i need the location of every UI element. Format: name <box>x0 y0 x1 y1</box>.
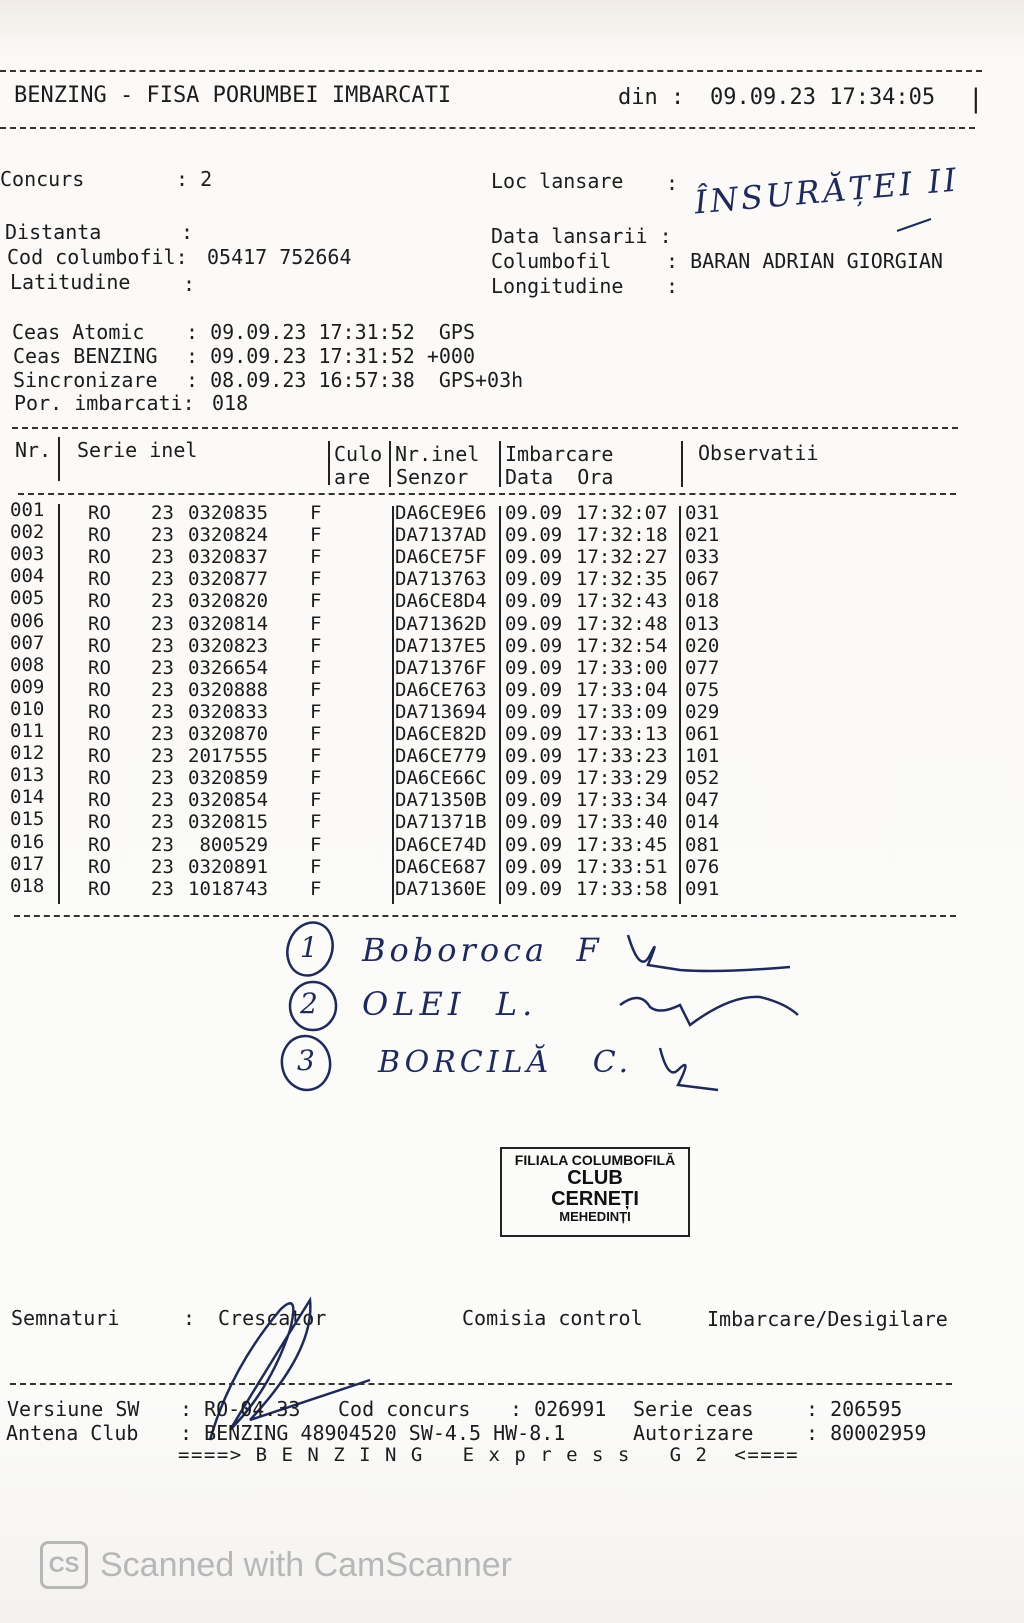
header-sep-5 <box>681 441 683 487</box>
table-cell-year: 23 <box>151 656 174 679</box>
table-cell-sex: F <box>310 612 322 635</box>
table-cell-sensor: DA71350B <box>395 789 487 812</box>
table-cell-time: 17:33:04 <box>576 678 668 701</box>
table-cell-sex: F <box>310 767 322 790</box>
crescator-label: Crescator <box>218 1306 327 1330</box>
table-cell-sex: F <box>310 678 322 701</box>
table-cell-obs: 033 <box>685 546 720 569</box>
table-row <box>0 830 1000 858</box>
serie-ceas-value: : 206595 <box>806 1397 903 1421</box>
table-cell-time: 17:32:27 <box>576 546 668 569</box>
table-cell-sensor: DA6CE74D <box>395 833 487 856</box>
table-cell-sensor: DA6CE763 <box>395 678 487 701</box>
table-cell-nr: 018 <box>10 874 45 897</box>
handwritten-num-1: 1 <box>300 931 318 964</box>
table-row <box>0 565 1000 592</box>
table-cell-country: RO <box>88 855 111 878</box>
table-cell-year: 23 <box>151 767 174 790</box>
benzing-express-line: ====> B E N Z I N G E x p r e s s G 2 <==== <box>178 1444 800 1466</box>
table-cell-country: RO <box>88 767 111 790</box>
table-cell-sensor: DA71360E <box>395 877 487 900</box>
table-row <box>0 499 1000 526</box>
stamp-line-2: CLUB <box>567 1166 623 1189</box>
table-cell-time: 17:33:34 <box>576 789 668 812</box>
col-nr-header: Nr. <box>15 438 52 462</box>
longitudine-colon: : <box>666 274 679 298</box>
autorizare-value: : 80002959 <box>806 1421 927 1445</box>
table-cell-sex: F <box>310 789 322 812</box>
table-cell-sex: F <box>310 634 322 657</box>
table-cell-date: 09.09 <box>505 634 563 657</box>
table-cell-obs: 076 <box>685 855 720 878</box>
table-cell-sex: F <box>310 568 322 591</box>
table-cell-date: 09.09 <box>505 546 563 569</box>
table-cell-year: 23 <box>151 745 174 768</box>
table-cell-country: RO <box>88 546 111 569</box>
table-cell-date: 09.09 <box>505 745 563 768</box>
footer-rule <box>10 1383 952 1385</box>
table-cell-ring: 0320837 <box>188 546 269 569</box>
comisia-control-label: Comisia control <box>462 1306 643 1330</box>
table-cell-time: 17:32:43 <box>576 590 668 613</box>
table-cell-nr: 006 <box>10 609 45 632</box>
header-sep-2 <box>328 441 330 485</box>
table-cell-obs: 052 <box>685 767 720 790</box>
table-cell-date: 09.09 <box>505 855 563 878</box>
table-row <box>0 697 1000 725</box>
col-culoare-header-2: are <box>334 465 371 489</box>
table-cell-nr: 013 <box>10 764 45 787</box>
table-cell-ring: 0320888 <box>188 678 269 701</box>
table-cell-ring: 1018743 <box>188 877 269 900</box>
table-cell-year: 23 <box>151 612 174 635</box>
cod-columbofil-value: 05417 752664 <box>207 245 352 269</box>
table-cell-sex: F <box>310 502 322 524</box>
table-cell-country: RO <box>88 723 111 745</box>
table-row <box>0 742 1000 769</box>
table-row <box>0 720 1000 747</box>
table-cell-nr: 017 <box>10 852 45 875</box>
table-row <box>0 808 1000 835</box>
cod-columbofil-label: Cod columbofil: <box>7 245 188 269</box>
stamp-line-3: CERNEȚI <box>551 1187 639 1210</box>
col-culoare-header-1: Culo <box>334 442 383 466</box>
table-cell-nr: 002 <box>10 521 45 544</box>
versiune-sw-label: Versiune SW <box>7 1397 140 1421</box>
table-cell-sensor: DA713763 <box>395 568 487 591</box>
table-cell-nr: 015 <box>10 808 45 831</box>
table-cell-country: RO <box>88 590 111 613</box>
table-cell-time: 17:33:58 <box>576 877 668 900</box>
latitudine-label: Latitudine <box>10 270 131 294</box>
table-cell-time: 17:33:09 <box>576 700 668 723</box>
autorizare-label: Autorizare <box>633 1421 754 1445</box>
table-cell-time: 17:33:23 <box>576 745 668 768</box>
table-cell-ring: 0320820 <box>188 590 269 613</box>
table-cell-sex: F <box>310 656 322 679</box>
stamp-line-1: FILIALA COLUMBOFILĂ <box>514 1152 676 1168</box>
table-row <box>0 653 1000 681</box>
table-row <box>0 609 1000 637</box>
table-cell-year: 23 <box>151 855 174 878</box>
table-cell-country: RO <box>88 833 111 856</box>
table-cell-sensor: DA6CE8D4 <box>395 590 487 613</box>
table-cell-date: 09.09 <box>505 612 563 635</box>
table-cell-obs: 091 <box>685 877 720 900</box>
header-sep-1 <box>58 437 60 481</box>
table-bottom-rule <box>14 915 956 917</box>
sincronizare-label: Sincronizare <box>13 368 158 392</box>
table-row <box>0 852 1000 880</box>
col-observatii-header: Observatii <box>698 441 819 465</box>
table-cell-sensor: DA6CE687 <box>395 855 487 878</box>
table-cell-obs: 014 <box>685 811 720 834</box>
table-cell-date: 09.09 <box>505 877 563 900</box>
table-cell-time: 17:33:40 <box>576 811 668 834</box>
table-cell-sensor: DA71362D <box>395 612 487 635</box>
table-cell-time: 17:32:48 <box>576 612 668 635</box>
table-cell-sex: F <box>310 745 322 768</box>
table-cell-date: 09.09 <box>505 700 563 723</box>
header-top-rule <box>0 70 982 72</box>
table-row <box>0 675 1000 703</box>
table-cell-sensor: DA6CE82D <box>395 723 487 745</box>
table-cell-country: RO <box>88 656 111 679</box>
table-cell-sensor: DA71376F <box>395 656 487 679</box>
table-cell-year: 23 <box>151 700 174 723</box>
header-end-mark: | <box>968 84 984 114</box>
table-cell-time: 17:32:18 <box>576 524 668 547</box>
table-cell-obs: 067 <box>685 568 720 591</box>
ceas-benzing-value: : 09.09.23 17:31:52 +000 <box>186 344 475 368</box>
columbofil-value: : BARAN ADRIAN GIORGIAN <box>666 249 943 273</box>
table-cell-year: 23 <box>151 877 174 900</box>
por-imbarcati-label: Por. imbarcati: <box>14 391 195 415</box>
antena-club-label: Antena Club <box>6 1421 139 1445</box>
table-cell-sex: F <box>310 700 322 723</box>
handwritten-underline <box>895 215 935 235</box>
col-nrinel-header-2: Senzor <box>396 465 469 489</box>
table-cell-obs: 101 <box>685 745 720 768</box>
table-cell-year: 23 <box>151 546 174 569</box>
table-cell-year: 23 <box>151 723 174 745</box>
table-cell-nr: 003 <box>10 543 45 566</box>
latitudine-colon: : <box>183 272 196 296</box>
sincronizare-value: : 08.09.23 16:57:38 GPS+03h <box>186 368 524 392</box>
table-cell-year: 23 <box>151 634 174 657</box>
handwritten-signature-2 <box>610 985 800 1035</box>
table-cell-date: 09.09 <box>505 656 563 679</box>
club-stamp <box>500 1147 690 1237</box>
table-cell-nr: 007 <box>10 631 45 654</box>
table-cell-country: RO <box>88 502 111 524</box>
header-bottom-rule <box>0 127 975 129</box>
ceas-benzing-label: Ceas BENZING <box>13 344 158 368</box>
table-cell-nr: 010 <box>10 697 45 720</box>
col-nrinel-header-1: Nr.inel <box>395 442 480 466</box>
table-cell-ring: 0320877 <box>188 568 269 591</box>
table-cell-date: 09.09 <box>505 811 563 834</box>
cod-concurs-value: : 026991 <box>510 1397 607 1421</box>
table-cell-year: 23 <box>151 811 174 834</box>
table-cell-obs: 061 <box>685 723 720 745</box>
table-row <box>0 874 1000 902</box>
por-imbarcati-value: 018 <box>212 391 249 415</box>
table-cell-time: 17:33:00 <box>576 656 668 679</box>
table-cell-obs: 018 <box>685 590 720 613</box>
versiune-sw-value: : RO-04.33 <box>180 1397 301 1421</box>
header-sep-4 <box>499 441 501 487</box>
table-cell-year: 23 <box>151 789 174 812</box>
table-cell-nr: 016 <box>10 830 45 853</box>
table-cell-sensor: DA6CE75F <box>395 546 487 569</box>
concurs-label: Concurs <box>0 167 85 191</box>
table-cell-date: 09.09 <box>505 723 563 745</box>
table-cell-obs: 031 <box>685 502 720 524</box>
table-cell-time: 17:32:35 <box>576 568 668 591</box>
table-cell-date: 09.09 <box>505 767 563 790</box>
table-cell-year: 23 <box>151 502 174 524</box>
distanta-colon: : <box>181 220 194 244</box>
table-cell-sex: F <box>310 811 322 834</box>
table-cell-nr: 001 <box>10 499 45 521</box>
table-cell-nr: 014 <box>10 786 45 809</box>
table-cell-sex: F <box>310 590 322 613</box>
antena-club-value: : BENZING 48904520 SW-4.5 HW-8.1 <box>180 1421 566 1445</box>
table-cell-sex: F <box>310 877 322 900</box>
table-cell-year: 23 <box>151 678 174 701</box>
table-cell-ring: 0320835 <box>188 502 269 524</box>
table-cell-country: RO <box>88 612 111 635</box>
table-cell-year: 23 <box>151 524 174 547</box>
table-cell-sensor: DA6CE9E6 <box>395 502 487 524</box>
table-cell-date: 09.09 <box>505 590 563 613</box>
table-cell-ring: 0320859 <box>188 767 269 790</box>
din-label: din : <box>618 85 685 110</box>
camscanner-watermark <box>40 1540 512 1590</box>
ceas-atomic-value: : 09.09.23 17:31:52 GPS <box>186 320 475 344</box>
table-row <box>0 764 1000 791</box>
loc-lansare-colon: : <box>666 171 679 195</box>
table-row <box>0 543 1000 570</box>
table-cell-sex: F <box>310 546 322 569</box>
table-cell-ring: 800529 <box>188 833 269 856</box>
table-cell-ring: 2017555 <box>188 745 269 768</box>
table-cell-date: 09.09 <box>505 568 563 591</box>
table-cell-year: 23 <box>151 568 174 591</box>
table-cell-obs: 029 <box>685 700 720 723</box>
handwritten-num-3: 3 <box>297 1044 315 1077</box>
columbofil-label: Columbofil <box>491 249 612 273</box>
table-cell-country: RO <box>88 789 111 812</box>
col-serie-header: Serie inel <box>77 438 198 462</box>
table-cell-country: RO <box>88 745 111 768</box>
table-cell-time: 17:33:13 <box>576 723 668 745</box>
table-cell-date: 09.09 <box>505 678 563 701</box>
table-row <box>0 521 1000 548</box>
table-cell-nr: 004 <box>10 565 45 588</box>
table-cell-obs: 020 <box>685 634 720 657</box>
table-cell-date: 09.09 <box>505 524 563 547</box>
table-cell-sex: F <box>310 723 322 745</box>
table-row <box>0 786 1000 813</box>
table-cell-sensor: DA6CE779 <box>395 745 487 768</box>
table-cell-year: 23 <box>151 833 174 856</box>
table-cell-obs: 081 <box>685 833 720 856</box>
table-cell-ring: 0320823 <box>188 634 269 657</box>
table-row <box>0 631 1000 659</box>
loc-lansare-label: Loc lansare <box>491 169 624 193</box>
table-cell-country: RO <box>88 811 111 834</box>
table-cell-ring: 0320815 <box>188 811 269 834</box>
cod-concurs-label: Cod concurs <box>338 1397 471 1421</box>
table-header-rule <box>18 493 956 495</box>
table-cell-nr: 009 <box>10 675 45 698</box>
header-sep-3 <box>389 441 391 487</box>
handwritten-signature-1 <box>620 925 800 985</box>
table-cell-time: 17:32:07 <box>576 502 668 524</box>
table-cell-sensor: DA71371B <box>395 811 487 834</box>
concurs-value: : 2 <box>176 167 213 191</box>
table-cell-sex: F <box>310 524 322 547</box>
table-cell-nr: 011 <box>10 720 45 742</box>
table-cell-time: 17:33:51 <box>576 855 668 878</box>
col-imbarcare-header-2: Data Ora <box>505 465 614 489</box>
table-cell-date: 09.09 <box>505 833 563 856</box>
loc-lansare-handwritten: ÎNSURĂȚEI II <box>692 160 961 222</box>
table-cell-country: RO <box>88 678 111 701</box>
table-cell-nr: 008 <box>10 653 45 676</box>
semnaturi-label: Semnaturi <box>11 1306 120 1330</box>
table-cell-date: 09.09 <box>505 502 563 524</box>
table-cell-country: RO <box>88 634 111 657</box>
handwritten-line-2: OLEI L. <box>362 985 538 1023</box>
din-value: 09.09.23 17:34:05 <box>710 85 936 110</box>
table-cell-nr: 005 <box>10 587 45 610</box>
document-title: BENZING - FISA PORUMBEI IMBARCATI <box>14 83 452 108</box>
table-cell-ring: 0320814 <box>188 612 269 635</box>
camscanner-logo: CS <box>40 1541 88 1589</box>
longitudine-label: Longitudine <box>491 274 624 298</box>
table-cell-year: 23 <box>151 590 174 613</box>
table-cell-obs: 075 <box>685 678 720 701</box>
table-cell-time: 17:33:29 <box>576 767 668 790</box>
table-body <box>0 499 1000 904</box>
serie-ceas-label: Serie ceas <box>633 1397 754 1421</box>
table-cell-ring: 0320891 <box>188 855 269 878</box>
table-cell-ring: 0320870 <box>188 723 269 745</box>
table-cell-sex: F <box>310 833 322 856</box>
handwritten-signature-3 <box>648 1040 728 1100</box>
ceas-atomic-label: Ceas Atomic <box>12 320 145 344</box>
table-cell-time: 17:33:45 <box>576 833 668 856</box>
table-cell-sex: F <box>310 855 322 878</box>
table-cell-date: 09.09 <box>505 789 563 812</box>
table-cell-ring: 0320854 <box>188 789 269 812</box>
table-cell-sensor: DA6CE66C <box>395 767 487 790</box>
data-lansarii-label: Data lansarii : <box>491 224 672 248</box>
camscanner-text: Scanned with CamScanner <box>100 1545 513 1584</box>
handwritten-num-2: 2 <box>300 987 318 1020</box>
table-cell-obs: 013 <box>685 612 720 635</box>
distanta-label: Distanta <box>5 220 102 244</box>
table-cell-nr: 012 <box>10 742 45 765</box>
table-cell-sensor: DA7137E5 <box>395 634 487 657</box>
imbarcare-desigilare-label: Imbarcare/Desigilare <box>707 1307 948 1331</box>
table-cell-obs: 047 <box>685 789 720 812</box>
table-cell-country: RO <box>88 700 111 723</box>
table-cell-ring: 0320833 <box>188 700 269 723</box>
table-cell-sensor: DA713694 <box>395 700 487 723</box>
table-cell-time: 17:32:54 <box>576 634 668 657</box>
col-imbarcare-header-1: Imbarcare <box>505 442 614 466</box>
table-cell-country: RO <box>88 568 111 591</box>
handwritten-line-3: BORCILĂ C. <box>378 1045 633 1080</box>
stamp-line-4: MEHEDINȚI <box>559 1208 631 1224</box>
handwritten-line-1: Boboroca F <box>362 931 603 969</box>
table-cell-country: RO <box>88 524 111 547</box>
table-cell-ring: 0320824 <box>188 524 269 547</box>
table-cell-obs: 021 <box>685 524 720 547</box>
table-top-rule <box>12 427 958 429</box>
table-cell-ring: 0326654 <box>188 656 269 679</box>
table-cell-sensor: DA7137AD <box>395 524 487 547</box>
semnaturi-colon: : <box>183 1306 196 1330</box>
table-cell-obs: 077 <box>685 656 720 679</box>
table-row <box>0 587 1000 614</box>
table-cell-country: RO <box>88 877 111 900</box>
